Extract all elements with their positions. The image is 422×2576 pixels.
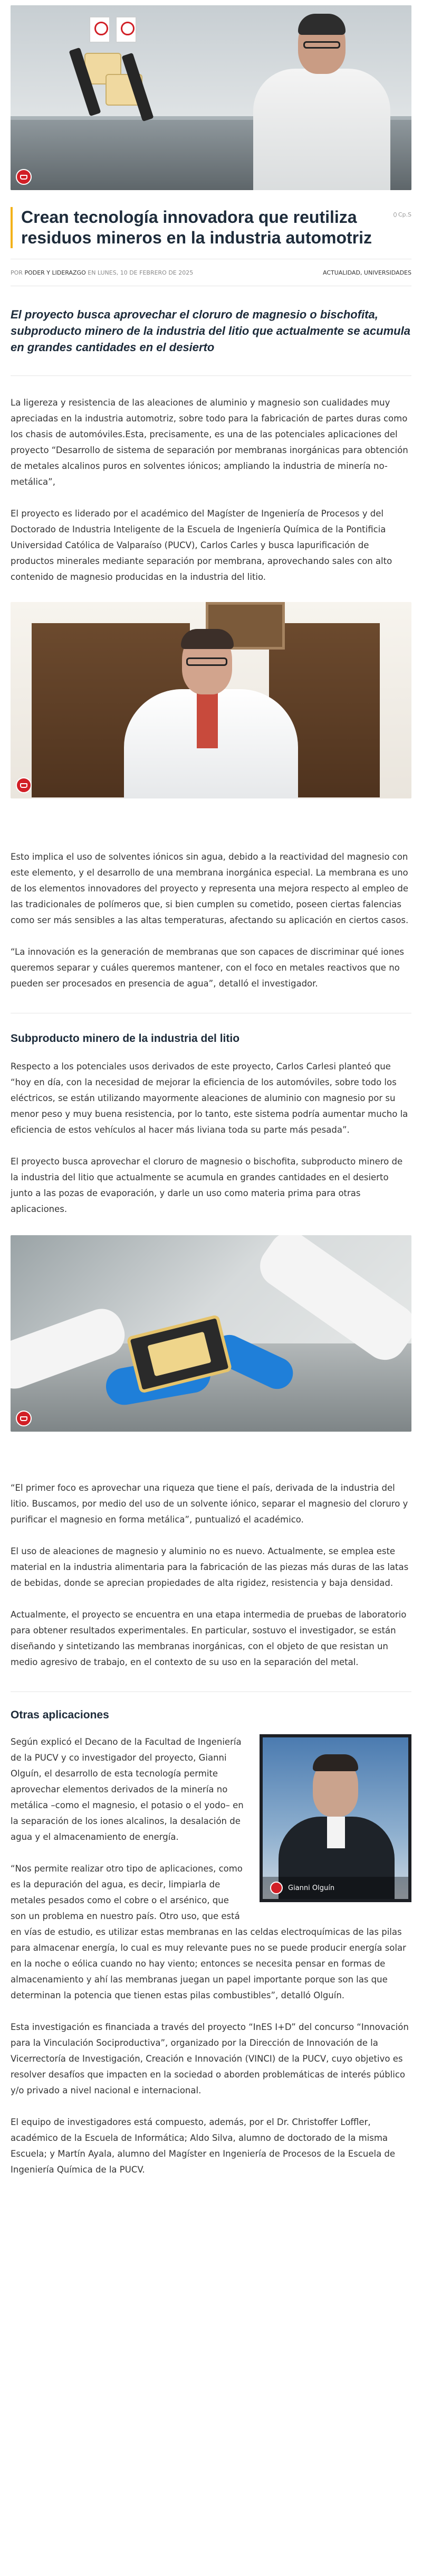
- publish-date: EN LUNES, 10 DE FEBRERO DE 2025: [88, 269, 194, 276]
- divider: [11, 375, 411, 376]
- title-accent: [11, 207, 13, 248]
- portrait-caption-text: Gianni Olguín: [288, 1884, 335, 1892]
- lab-experiment-photo: [11, 1235, 411, 1432]
- article-title: Crean tecnología innovadora que reutiliza residuos mineros en la industria automotriz: [21, 208, 372, 247]
- safety-sign-icon: [90, 17, 110, 42]
- paragraph: La ligereza y resistencia de las aleaciones de aluminio y magnesio son cualidades muy apreciadas en la industria automotriz, sobre todo para la fabricación de partes duras como los chasis de automóviles.Esta, precisamente, es una de las potenciales aplicaciones del proyecto “Desarrollo de sistema de separación por membranas inorgánicas para obtención de metales alcalinos puros en solventes iónicos; ampliando la industria de minería no-metálica”,: [11, 398, 408, 487]
- share-label: Cp.S: [398, 211, 411, 218]
- quote-paragraph: “El primer foco es aprovechar una riqueza que tiene el país, derivada de la industria del litio. Buscamos, por medio del uso de un solvente iónico, separar el magnesio del cloruro y purificar el magnesio en forma metálica”, puntualizó el académico.: [11, 1483, 408, 1525]
- publisher-logo-icon: [16, 777, 32, 793]
- author-link[interactable]: PODER Y LIDERAZGO: [24, 269, 86, 276]
- paragraph: Respecto a los potenciales usos derivados de este proyecto, Carlos Carlesi planteó que “hoy en día, con la necesidad de mejorar la eficiencia de los automóviles, sobre todo los eléctricos, se están utilizando mayormente aleaciones de aluminio con magnesio por su menor peso y muy buena resistencia, por lo tanto, este sistema podría aumentar mucho la eficiencia de estos vehículos al hacer más liviana toda su parte más pesada”.: [11, 1061, 408, 1135]
- title-row: [11, 207, 411, 248]
- byline-left: [11, 269, 193, 276]
- quote-paragraph: “La innovación es la generación de membranas que son capaces de discriminar qué iones queremos separar y cuáles queremos mantener, con el foco en metales reactivos que no pueden ser procesados en presencia de agua”, detalló el investigador.: [11, 947, 404, 989]
- publisher-logo-icon: [16, 1411, 32, 1426]
- paragraph: Actualmente, el proyecto se encuentra en una etapa intermedia de pruebas de laboratorio para obtener resultados experimentales. En particular, sostuvo el investigador, se están diseñando y sintetizando las membranas inorgánicas, con el objeto de que resistan un medio agresivo de trabajo, en el contexto de su uso en la separación del metal.: [11, 1610, 407, 1667]
- section-heading: Otras aplicaciones: [11, 1709, 109, 1721]
- share-button[interactable]: [394, 211, 411, 218]
- membrane-device: [74, 48, 153, 121]
- divider: [11, 1691, 411, 1692]
- section-heading: Subproducto minero de la industria del litio: [11, 1032, 240, 1045]
- publisher-logo-icon: [16, 169, 32, 185]
- researcher-photo: [11, 602, 411, 798]
- article-container: [11, 5, 411, 2178]
- portrait-image: [260, 1734, 411, 1902]
- publisher-logo-icon: [270, 1882, 283, 1894]
- article-lead: El proyecto busca aprovechar el cloruro de magnesio o bischofita, subproducto minero de la industria del litio que actualmente se acumula en grandes cantidades en el desierto: [11, 308, 410, 354]
- paragraph: Esta investigación es financiada a través del proyecto “InES I+D” del concurso “Innovación para la Vinculación Sociproductiva”, organizado por la Dirección de Innovación de la Vicerrectoría de Investigación, Creación e Innovación (VINCI) de la PUCV, cuyo objetivo es resolver desafíos que impacten en la sociedad o aborden problemáticas de interés público y/o privado a nivel nacional e internacional.: [11, 2022, 409, 2095]
- quote-paragraph: “Nos permite realizar otro tipo de aplicaciones, como es la depuración del agua, es decir, limpiarla de metales pesados como el cobre o el arsénico, que son un problema en nuestro país. Otro uso, que está en vías de estudio, es utilizar estas membranas en las celdas electroquímicas de las pilas para almacenar energía, lo cual es muy relevante pues no se puede producir energía solar en la noche o eólica cuando no hay viento; entonces se necesita pensar en formas de almacenamiento y ahí las membranas juegan un papel importante porque son las que determinan la potencia que tienen estas pilas combustibles”, detalló Olguín.: [11, 1864, 406, 2000]
- paragraph: El uso de aleaciones de magnesio y aluminio no es nuevo. Actualmente, se emplea este material en la industria alimentaria para la fabricación de las piezas más duras de las latas de bebidas, donde se aprecian propiedades de alta rigidez, resistencia y baja densidad.: [11, 1546, 409, 1588]
- hero-image: [11, 5, 411, 190]
- paragraph: Según explicó el Decano de la Facultad de Ingeniería de la PUCV y co investigador del proyecto, Gianni Olguín, el desarrollo de esta tecnología permite aprovechar elementos derivados de la minería no metálica –como el magnesio, el potasio o el yodo– en la separación de los iones alcalinos, la desalación de agua y el almacenamiento de energía.: [11, 1737, 244, 1842]
- paragraph: El proyecto busca aprovechar el cloruro de magnesio o bischofita, subproducto minero de la industria del litio que actualmente se acumula en grandes cantidades en el desierto junto a las pozas de evaporación, y darle un uso como materia prima para otras aplicaciones.: [11, 1157, 403, 1214]
- section-body: [11, 1734, 411, 2178]
- researcher-figure: [124, 631, 298, 798]
- portrait-caption: [263, 1877, 408, 1899]
- byline: [11, 259, 411, 286]
- safety-sign-icon: [116, 17, 136, 42]
- paragraph: El proyecto es liderado por el académico del Magíster de Ingeniería de Procesos y del Doctorado de Industria Inteligente de la Escuela de Ingeniería Química de la Pontificia Universidad Católica de Valparaíso (PUCV), Carlos Carles y busca lapurificación de productos minerales mediante separación por membrana, aprovechando sales con alto contenido de magnesio producidas en la industria del litio.: [11, 509, 392, 582]
- researcher-figure: [253, 16, 380, 190]
- byline-prefix: POR: [11, 269, 23, 276]
- share-icon: [394, 212, 397, 217]
- paragraph: Esto implica el uso de solventes iónicos sin agua, debido a la reactividad del magnesio con este elemento, y el desarrollo de una membrana inorgánica especial. La membrana es uno de los elementos innovadores del proyecto y representa una mejora respecto al empleo de las tradicionales de polímeros que, si bien cumplen su cometido, poseen ciertas falencias como ser más sensibles a las altas temperaturas, afectando su aplicación en ciertos casos.: [11, 852, 409, 925]
- paragraph: El equipo de investigadores está compuesto, además, por el Dr. Christoffer Loffler, académico de la Escuela de Informática; Aldo Silva, alumno de doctorado de la misma Escuela; y Martín Ayala, alumno del Magíster en Ingeniería de Procesos de la Escuela de Ingeniería Química de la PUCV.: [11, 2117, 396, 2175]
- category-links[interactable]: ACTUALIDAD, UNIVERSIDADES: [322, 269, 411, 276]
